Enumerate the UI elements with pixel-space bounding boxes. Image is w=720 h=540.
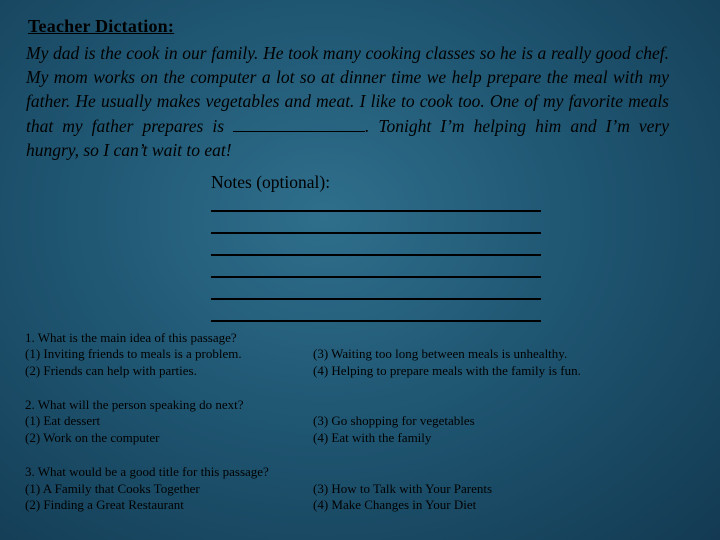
notes-line[interactable]: [211, 254, 541, 256]
question-1-option-4[interactable]: (4) Helping to prepare meals with the family is fun.: [313, 363, 581, 378]
question-3-prompt: 3. What would be a good title for this passage?: [25, 464, 269, 479]
fill-in-blank[interactable]: [233, 116, 365, 132]
notes-line[interactable]: [211, 320, 541, 322]
passage-text-after-blank: . Tonight I’m helping him and I’m very hungry, so I can’t wait to eat!: [26, 115, 669, 160]
question-2-option-4[interactable]: (4) Eat with the family: [313, 430, 432, 445]
dictation-heading: Teacher Dictation:: [28, 16, 175, 36]
notes-label: Notes (optional):: [211, 172, 331, 192]
notes-line[interactable]: [211, 298, 541, 300]
question-2-option-1[interactable]: (1) Eat dessert: [25, 413, 101, 428]
passage-text-before-blank: My dad is the cook in our family. He took many cooking classes so he is a really good chef. My mom works on the computer a lot so at dinner time we help prepare the meal with my father. He usually makes vegetables and meat. I like to cook too. One of my favorite meals that my father prepares is: [26, 43, 669, 136]
notes-line[interactable]: [211, 210, 541, 212]
question-2-prompt: 2. What will the person speaking do next?: [25, 397, 244, 412]
question-3-option-3[interactable]: (3) How to Talk with Your Parents: [313, 481, 493, 496]
question-1-option-3[interactable]: (3) Waiting too long between meals is unhealthy.: [313, 346, 568, 361]
question-1-option-2[interactable]: (2) Friends can help with parties.: [25, 363, 197, 378]
question-2-option-3[interactable]: (3) Go shopping for vegetables: [313, 413, 475, 428]
question-1-option-1[interactable]: (1) Inviting friends to meals is a problem.: [25, 346, 242, 361]
question-3-option-2[interactable]: (2) Finding a Great Restaurant: [25, 497, 184, 512]
question-3-option-1[interactable]: (1) A Family that Cooks Together: [25, 481, 200, 496]
question-3-option-4[interactable]: (4) Make Changes in Your Diet: [313, 497, 477, 512]
question-1-prompt: 1. What is the main idea of this passage?: [25, 330, 237, 345]
question-2-option-2[interactable]: (2) Work on the computer: [25, 430, 160, 445]
notes-line[interactable]: [211, 232, 541, 234]
dictation-passage: [26, 41, 669, 162]
notes-line[interactable]: [211, 276, 541, 278]
